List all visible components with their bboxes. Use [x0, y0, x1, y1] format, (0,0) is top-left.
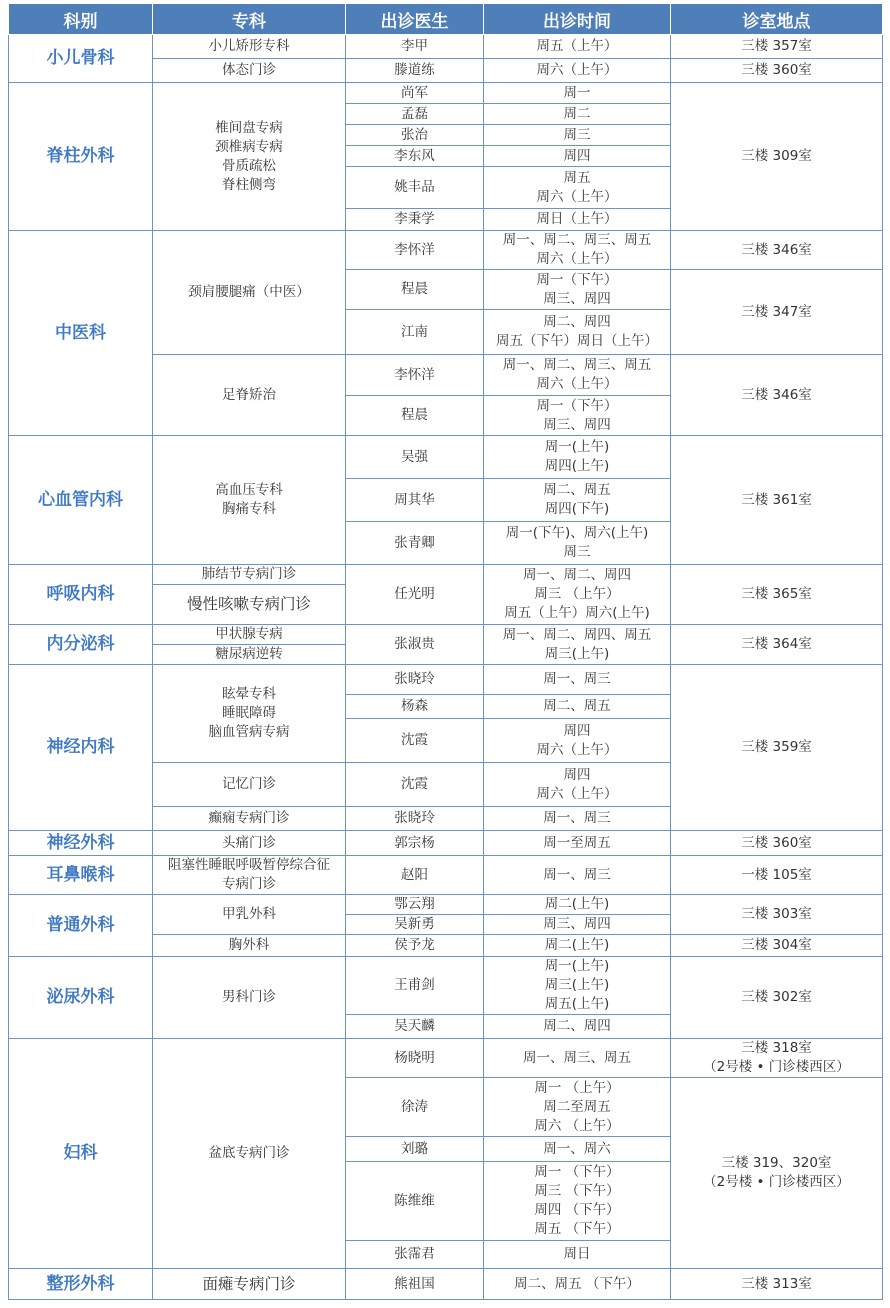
time-cell: 周一至周五 — [484, 831, 671, 856]
doctor-cell: 滕道练 — [346, 59, 484, 83]
header-specialty: 专科 — [153, 4, 346, 35]
table-row — [9, 83, 883, 104]
table-row — [9, 565, 883, 585]
department-cell: 中医科 — [9, 231, 153, 436]
time-cell: 周一、周二、周四、周五 周三(上午) — [484, 625, 671, 665]
room-cell: 三楼 346室 — [671, 231, 883, 270]
time-cell: 周二、周五 — [484, 695, 671, 719]
doctor-cell: 张晓玲 — [346, 665, 484, 695]
specialty-cell: 记忆门诊 — [153, 763, 346, 807]
doctor-cell: 沈霞 — [346, 763, 484, 807]
room-cell: 三楼 357室 — [671, 35, 883, 59]
doctor-cell: 杨晓明 — [346, 1039, 484, 1078]
time-cell: 周四 周六（上午） — [484, 763, 671, 807]
room-cell: 三楼 359室 — [671, 665, 883, 831]
table-row — [9, 625, 883, 645]
room-cell: 三楼 302室 — [671, 957, 883, 1039]
time-cell: 周一 （上午） 周二至周五 周六 （上午） — [484, 1078, 671, 1137]
table-row — [9, 665, 883, 695]
doctor-cell: 张治 — [346, 125, 484, 146]
doctor-cell: 侯予龙 — [346, 935, 484, 957]
time-cell: 周二、周四 — [484, 1015, 671, 1039]
doctor-cell: 尚军 — [346, 83, 484, 104]
time-cell: 周二(上午) — [484, 935, 671, 957]
doctor-cell: 程晨 — [346, 270, 484, 310]
doctor-cell: 王甫剑 — [346, 957, 484, 1015]
room-cell: 三楼 360室 — [671, 831, 883, 856]
time-cell: 周一 （下午） 周三 （下午） 周四 （下午） 周五 （下午） — [484, 1162, 671, 1241]
doctor-cell: 张晓玲 — [346, 807, 484, 831]
doctor-cell: 吴新勇 — [346, 915, 484, 935]
doctor-cell: 任光明 — [346, 565, 484, 625]
doctor-cell: 沈霞 — [346, 719, 484, 763]
specialty-cell: 小儿矫形专科 — [153, 35, 346, 59]
department-cell: 呼吸内科 — [9, 565, 153, 625]
doctor-cell: 张淑贵 — [346, 625, 484, 665]
time-cell: 周二(上午) — [484, 895, 671, 915]
time-cell: 周一、周三 — [484, 665, 671, 695]
specialty-cell: 肺结节专病门诊 — [153, 565, 346, 585]
room-cell: 三楼 313室 — [671, 1269, 883, 1300]
time-cell: 周一、周二、周三、周五 周六（上午） — [484, 231, 671, 270]
specialty-cell: 慢性咳嗽专病门诊 — [153, 585, 346, 625]
doctor-cell: 陈维维 — [346, 1162, 484, 1241]
specialty-cell: 盆底专病门诊 — [153, 1039, 346, 1269]
time-cell: 周六（上午） — [484, 59, 671, 83]
time-cell: 周四 — [484, 146, 671, 167]
room-cell: 一楼 105室 — [671, 856, 883, 895]
time-cell: 周三、周四 — [484, 915, 671, 935]
time-cell: 周二、周五 周四(下午) — [484, 479, 671, 522]
header-doctor: 出诊医生 — [346, 4, 484, 35]
doctor-cell: 李秉学 — [346, 209, 484, 231]
table-row — [9, 436, 883, 479]
time-cell: 周一、周二、周三、周五 周六（上午） — [484, 355, 671, 396]
time-cell: 周日 — [484, 1241, 671, 1269]
specialty-cell: 甲乳外科 — [153, 895, 346, 935]
room-cell: 三楼 303室 — [671, 895, 883, 935]
time-cell: 周一 — [484, 83, 671, 104]
department-cell: 耳鼻喉科 — [9, 856, 153, 895]
specialty-cell: 足脊矫治 — [153, 355, 346, 436]
time-cell: 周一、周三 — [484, 856, 671, 895]
time-cell: 周一(上午) 周三(上午) 周五(上午) — [484, 957, 671, 1015]
department-cell: 泌尿外科 — [9, 957, 153, 1039]
specialty-cell: 癫痫专病门诊 — [153, 807, 346, 831]
specialty-cell: 椎间盘专病 颈椎病专病 骨质疏松 脊柱侧弯 — [153, 83, 346, 231]
doctor-cell: 张霈君 — [346, 1241, 484, 1269]
specialty-cell: 面瘫专病门诊 — [153, 1269, 346, 1300]
room-cell: 三楼 346室 — [671, 355, 883, 436]
room-cell: 三楼 318室 （2号楼 • 门诊楼西区） — [671, 1039, 883, 1078]
department-cell: 神经内科 — [9, 665, 153, 831]
room-cell: 三楼 360室 — [671, 59, 883, 83]
table-row — [9, 856, 883, 895]
doctor-cell: 李怀洋 — [346, 231, 484, 270]
doctor-cell: 李东风 — [346, 146, 484, 167]
doctor-cell: 周其华 — [346, 479, 484, 522]
clinic-schedule-table — [8, 3, 883, 1300]
time-cell: 周二、周四 周五（下午）周日（上午） — [484, 310, 671, 355]
time-cell: 周五 周六（上午） — [484, 167, 671, 209]
room-cell: 三楼 304室 — [671, 935, 883, 957]
department-cell: 神经外科 — [9, 831, 153, 856]
room-cell: 三楼 364室 — [671, 625, 883, 665]
table-row — [9, 895, 883, 915]
specialty-cell: 糖尿病逆转 — [153, 645, 346, 665]
department-cell: 普通外科 — [9, 895, 153, 957]
time-cell: 周一、周六 — [484, 1137, 671, 1162]
time-cell: 周一（下午） 周三、周四 — [484, 396, 671, 436]
specialty-cell: 阻塞性睡眠呼吸暂停综合征 专病门诊 — [153, 856, 346, 895]
table-row — [9, 831, 883, 856]
table-row — [9, 1039, 883, 1078]
doctor-cell: 姚丰品 — [346, 167, 484, 209]
doctor-cell: 李甲 — [346, 35, 484, 59]
doctor-cell: 徐涛 — [346, 1078, 484, 1137]
doctor-cell: 熊祖国 — [346, 1269, 484, 1300]
table-row — [9, 35, 883, 59]
time-cell: 周一（下午） 周三、周四 — [484, 270, 671, 310]
time-cell: 周二 — [484, 104, 671, 125]
department-cell: 脊柱外科 — [9, 83, 153, 231]
doctor-cell: 吴天麟 — [346, 1015, 484, 1039]
doctor-cell: 孟磊 — [346, 104, 484, 125]
doctor-cell: 郭宗杨 — [346, 831, 484, 856]
specialty-cell: 胸外科 — [153, 935, 346, 957]
room-cell: 三楼 361室 — [671, 436, 883, 565]
time-cell: 周一、周三 — [484, 807, 671, 831]
table-row — [9, 957, 883, 1015]
doctor-cell: 鄂云翔 — [346, 895, 484, 915]
department-cell: 妇科 — [9, 1039, 153, 1269]
header-time: 出诊时间 — [484, 4, 671, 35]
time-cell: 周一(上午) 周四(上午) — [484, 436, 671, 479]
specialty-cell: 高血压专科 胸痛专科 — [153, 436, 346, 565]
room-cell: 三楼 365室 — [671, 565, 883, 625]
specialty-cell: 眩晕专科 睡眠障碍 脑血管病专病 — [153, 665, 346, 763]
doctor-cell: 刘璐 — [346, 1137, 484, 1162]
department-cell: 内分泌科 — [9, 625, 153, 665]
department-cell: 小儿骨科 — [9, 35, 153, 83]
doctor-cell: 吴强 — [346, 436, 484, 479]
header-department: 科别 — [9, 4, 153, 35]
doctor-cell: 杨森 — [346, 695, 484, 719]
time-cell: 周日（上午） — [484, 209, 671, 231]
header-row — [9, 4, 883, 35]
doctor-cell: 程晨 — [346, 396, 484, 436]
specialty-cell: 男科门诊 — [153, 957, 346, 1039]
time-cell: 周三 — [484, 125, 671, 146]
time-cell: 周五（上午） — [484, 35, 671, 59]
time-cell: 周一(下午)、周六(上午) 周三 — [484, 522, 671, 565]
table-row — [9, 231, 883, 270]
department-cell: 心血管内科 — [9, 436, 153, 565]
specialty-cell: 体态门诊 — [153, 59, 346, 83]
room-cell: 三楼 319、320室 （2号楼 • 门诊楼西区） — [671, 1078, 883, 1269]
department-cell: 整形外科 — [9, 1269, 153, 1300]
time-cell: 周四 周六（上午） — [484, 719, 671, 763]
time-cell: 周一、周二、周四 周三 （上午） 周五（上午）周六(上午) — [484, 565, 671, 625]
specialty-cell: 头痛门诊 — [153, 831, 346, 856]
time-cell: 周一、周三、周五 — [484, 1039, 671, 1078]
room-cell: 三楼 309室 — [671, 83, 883, 231]
header-room: 诊室地点 — [671, 4, 883, 35]
doctor-cell: 赵阳 — [346, 856, 484, 895]
room-cell: 三楼 347室 — [671, 270, 883, 355]
time-cell: 周二、周五 （下午） — [484, 1269, 671, 1300]
doctor-cell: 江南 — [346, 310, 484, 355]
specialty-cell: 颈肩腰腿痛（中医） — [153, 231, 346, 355]
specialty-cell: 甲状腺专病 — [153, 625, 346, 645]
doctor-cell: 李怀洋 — [346, 355, 484, 396]
doctor-cell: 张青卿 — [346, 522, 484, 565]
table-row — [9, 1269, 883, 1300]
